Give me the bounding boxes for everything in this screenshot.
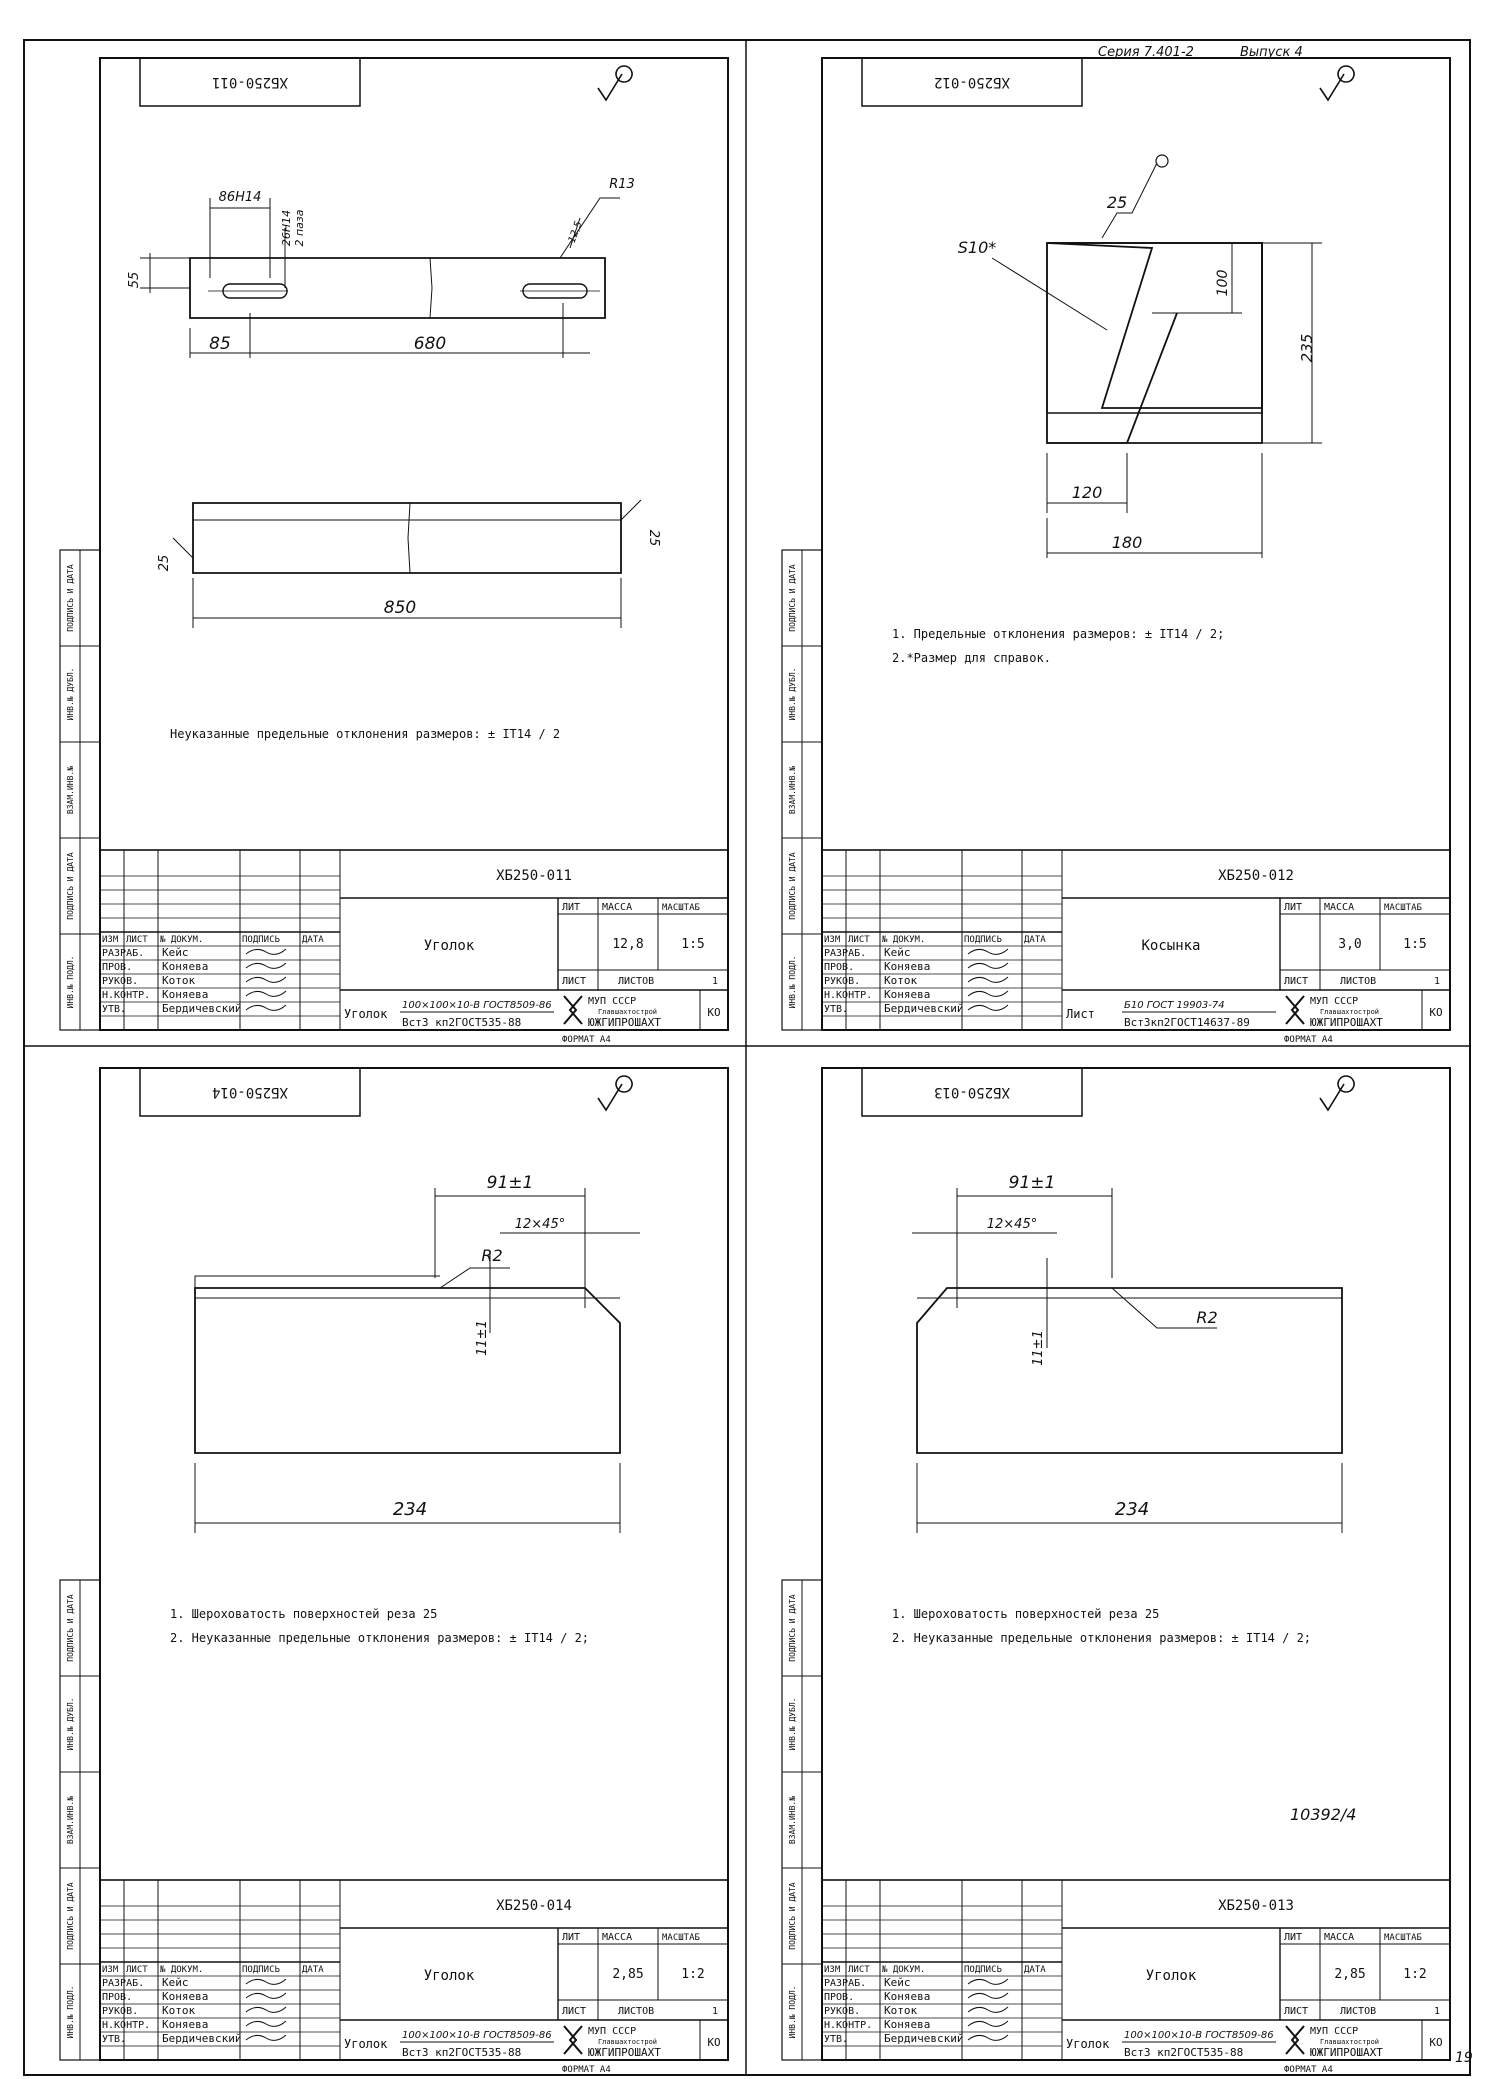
dimension-label: 120	[1071, 483, 1103, 502]
part-outline	[917, 1288, 1342, 1453]
tb-material-top: 100×100×10-В ГОСТ8509-86	[1124, 2030, 1274, 2041]
code-mirrored: ХБ250-012	[934, 74, 1010, 90]
format-label: ФОРМАТ А4	[1284, 1035, 1333, 1045]
tb-person: Бердичевский	[162, 1002, 242, 1015]
signature-icon	[968, 2035, 1008, 2040]
tb-role: РУКОВ.	[824, 976, 861, 987]
part-outline	[195, 1288, 620, 1453]
tb-sheet-count: 1	[711, 2006, 718, 2017]
tb-material-prefix: Уголок	[344, 1007, 388, 1021]
dim-line	[1047, 453, 1262, 558]
tb-org1: МУП СССР	[1310, 996, 1359, 1007]
tb-org1: МУП СССР	[1310, 2026, 1359, 2037]
tb-org3: ЮЖГИПРОШАХТ	[1310, 2046, 1383, 2059]
side-label: ИНВ.№ ПОДЛ.	[66, 1985, 75, 2039]
side-label: ИНВ.№ ПОДЛ.	[788, 1985, 797, 2039]
dim-line	[957, 1188, 1112, 1308]
tb-name: Уголок	[423, 938, 475, 954]
tb-date: ДАТА	[302, 935, 324, 945]
tb-org3: ЮЖГИПРОШАХТ	[588, 2046, 661, 2059]
note: 1. Шероховатость поверхностей реза 25	[892, 1607, 1160, 1621]
tb-lit: ЛИТ	[1284, 902, 1303, 913]
extra-mark: 10392/4	[1290, 1805, 1357, 1824]
tb-sheet: ЛИСТ	[562, 976, 587, 987]
signature-icon	[246, 963, 286, 968]
signature-icon	[246, 949, 286, 954]
dim-line	[210, 198, 270, 278]
tb-name: Уголок	[1145, 1968, 1197, 1984]
tb-role: ПРОВ.	[824, 1992, 855, 2003]
tb-material-bottom: Вст3 кп2ГОСТ535-88	[402, 1016, 522, 1029]
dimension-label: 25	[157, 554, 172, 572]
tb-person: Бердичевский	[162, 2032, 242, 2045]
dimension-label: 11±1	[1031, 1330, 1046, 1366]
leader	[992, 258, 1107, 330]
dim-line	[140, 253, 190, 293]
dim-line	[500, 1233, 640, 1248]
side-label: ИНВ.№ ДУБЛ.	[66, 667, 75, 721]
tb-role: РАЗРАБ.	[824, 1978, 867, 1989]
dimension-label: R2	[481, 1246, 503, 1265]
tb-lit: ЛИТ	[562, 1932, 581, 1943]
tb-sheet: ЛИСТ	[1284, 2006, 1309, 2017]
part-outline	[1047, 243, 1262, 408]
roughness-icon	[1320, 1076, 1354, 1110]
tb-mass-hdr: МАССА	[602, 1932, 633, 1943]
side-label: ПОДПИСЬ И ДАТА	[66, 564, 75, 632]
dimension-label: 235	[1298, 333, 1316, 363]
dimension-label: 850	[383, 598, 417, 618]
signature-icon	[968, 1005, 1008, 1010]
tb-sign: ПОДПИСЬ	[242, 1965, 280, 1975]
tb-scale: 1:2	[1403, 1967, 1427, 1982]
tb-role: УТВ.	[824, 1004, 849, 1015]
dimension-label: 25	[646, 529, 661, 547]
dimension-label: 85	[209, 334, 231, 354]
tb-org1: МУП СССР	[588, 996, 637, 1007]
tb-person: Коняева	[162, 988, 209, 1001]
signature-icon	[246, 2007, 286, 2012]
tb-date: ДАТА	[1024, 1965, 1046, 1975]
issue-label: Выпуск 4	[1240, 45, 1303, 60]
tb-izm: ИЗМ	[102, 935, 119, 945]
side-label: ИНВ.№ ПОДЛ.	[788, 955, 797, 1009]
tb-role: РАЗРАБ.	[102, 1978, 145, 1989]
dimension-label: 25	[1106, 193, 1128, 212]
side-label: ПОДПИСЬ И ДАТА	[788, 1882, 797, 1950]
sheet-3	[782, 1068, 1450, 2075]
tb-name: Уголок	[423, 1968, 475, 1984]
tb-sheet-count: 1	[1433, 2006, 1440, 2017]
tb-sheet: ЛИСТ	[562, 2006, 587, 2017]
code-mirrored: ХБ250-011	[212, 74, 288, 90]
tb-material-bottom: Вст3кп2ГОСТ14637-89	[1124, 1016, 1250, 1029]
tb-sheets: ЛИСТОВ	[1340, 2006, 1377, 2017]
tb-ko: КО	[1429, 2036, 1443, 2049]
tb-org2: Главшахтострой	[1320, 1008, 1380, 1016]
side-label: ВЗАМ.ИНВ.№	[66, 765, 75, 815]
roughness-icon	[598, 1076, 632, 1110]
reference-circle	[1156, 155, 1168, 167]
tb-person: Коняева	[162, 2018, 209, 2031]
outer-frame	[24, 40, 1470, 2075]
tb-sheets: ЛИСТОВ	[1340, 976, 1377, 987]
tb-scale-hdr: МАСШТАБ	[1384, 1933, 1422, 1943]
org-logo-icon	[1286, 2026, 1304, 2054]
tb-doc: № ДОКУМ.	[160, 1965, 204, 1975]
dim-line	[195, 1463, 620, 1533]
tb-izm: ИЗМ	[102, 1965, 119, 1975]
tb-org1: МУП СССР	[588, 2026, 637, 2037]
dimension-label: 180	[1111, 533, 1143, 552]
tb-material-top: 100×100×10-В ГОСТ8509-86	[402, 1000, 552, 1011]
tb-material-prefix: Лист	[1066, 1007, 1095, 1021]
org-logo-icon	[564, 996, 582, 1024]
tb-person: Коток	[162, 974, 196, 987]
signature-icon	[246, 977, 286, 982]
org-logo-icon	[564, 2026, 582, 2054]
tb-person: Коняева	[884, 988, 931, 1001]
tb-ko: КО	[707, 2036, 721, 2049]
signature-icon	[968, 949, 1008, 954]
signature-icon	[246, 991, 286, 996]
tb-material-prefix: Уголок	[1066, 2037, 1110, 2051]
tb-sheets: ЛИСТОВ	[618, 2006, 655, 2017]
tb-role: УТВ.	[102, 2034, 127, 2045]
part-outline	[1127, 313, 1177, 443]
part-outline	[408, 503, 410, 573]
leader	[560, 198, 620, 258]
tb-role: РУКОВ.	[102, 976, 139, 987]
tb-code: ХБ250-013	[1218, 1898, 1294, 1914]
tb-list: ЛИСТ	[126, 935, 148, 945]
part-outline	[195, 1276, 440, 1288]
dim-line	[190, 303, 590, 358]
tb-sign: ПОДПИСЬ	[964, 1965, 1002, 1975]
note: Неуказанные предельные отклонения размеров: ± IT14 / 2	[170, 727, 561, 741]
tb-role: Н.КОНТР.	[102, 2020, 151, 2031]
sheet-frame	[100, 1068, 728, 2060]
note: 2. Неуказанные предельные отклонения размеров: ± IT14 / 2;	[170, 1631, 590, 1645]
tb-material-top: Б10 ГОСТ 19903-74	[1124, 1000, 1225, 1011]
signature-icon	[968, 991, 1008, 996]
tb-org3: ЮЖГИПРОШАХТ	[588, 1016, 661, 1029]
dimension-label: 12×45°	[514, 1217, 566, 1232]
tb-org2: Главшахтострой	[1320, 2038, 1380, 2046]
dimension-label: 680	[413, 334, 447, 354]
tb-scale-hdr: МАСШТАБ	[662, 1933, 700, 1943]
part-outline	[190, 258, 605, 318]
tb-person: Бердичевский	[884, 1002, 964, 1015]
format-label: ФОРМАТ А4	[562, 2065, 611, 2075]
dim-line	[912, 1233, 1057, 1248]
signature-icon	[968, 977, 1008, 982]
side-label: ПОДПИСЬ И ДАТА	[788, 564, 797, 632]
tb-ko: КО	[707, 1006, 721, 1019]
sheet-frame	[822, 1068, 1450, 2060]
leader	[173, 500, 641, 558]
tb-scale: 1:2	[681, 1967, 705, 1982]
tb-name: Косынка	[1141, 938, 1201, 954]
tb-code: ХБ250-012	[1218, 868, 1294, 884]
dimension-label: 55	[127, 271, 142, 289]
sheet-1	[782, 58, 1450, 1045]
dimension-label: 234	[1114, 1499, 1150, 1520]
tb-role: УТВ.	[102, 1004, 127, 1015]
side-label: ВЗАМ.ИНВ.№	[788, 765, 797, 815]
tb-material-bottom: Вст3 кп2ГОСТ535-88	[402, 2046, 522, 2059]
signature-icon	[968, 1979, 1008, 1984]
part-outline	[1047, 243, 1262, 413]
tb-role: РАЗРАБ.	[824, 948, 867, 959]
tb-person: Кейс	[162, 1976, 189, 1989]
tb-person: Коток	[884, 974, 918, 987]
tb-scale: 1:5	[1403, 937, 1427, 952]
tb-doc: № ДОКУМ.	[882, 935, 926, 945]
tb-doc: № ДОКУМ.	[160, 935, 204, 945]
tb-material-prefix: Уголок	[344, 2037, 388, 2051]
tb-material-top: 100×100×10-В ГОСТ8509-86	[402, 2030, 552, 2041]
side-label: ПОДПИСЬ И ДАТА	[66, 1882, 75, 1950]
tb-sign: ПОДПИСЬ	[242, 935, 280, 945]
tb-org2: Главшахтострой	[598, 1008, 658, 1016]
tb-sign: ПОДПИСЬ	[964, 935, 1002, 945]
dimension-label: R13	[609, 177, 635, 192]
tb-org2: Главшахтострой	[598, 2038, 658, 2046]
sheet-0	[60, 58, 728, 1045]
signature-icon	[968, 963, 1008, 968]
tb-list: ЛИСТ	[126, 1965, 148, 1975]
dimension-label: 2 паза	[293, 209, 306, 247]
tb-doc: № ДОКУМ.	[882, 1965, 926, 1975]
signature-icon	[246, 1979, 286, 1984]
tb-person: Коняева	[162, 960, 209, 973]
signature-icon	[968, 2021, 1008, 2026]
side-label: ПОДПИСЬ И ДАТА	[788, 1594, 797, 1662]
tb-lit: ЛИТ	[562, 902, 581, 913]
dim-line	[917, 1463, 1342, 1533]
tb-izm: ИЗМ	[824, 935, 841, 945]
tb-mass-hdr: МАССА	[1324, 902, 1355, 913]
tb-sheet-count: 1	[1433, 976, 1440, 987]
signature-icon	[246, 2021, 286, 2026]
tb-person: Бердичевский	[884, 2032, 964, 2045]
side-label: ПОДПИСЬ И ДАТА	[66, 1594, 75, 1662]
tb-izm: ИЗМ	[824, 1965, 841, 1975]
signature-icon	[968, 1993, 1008, 1998]
tb-mass-hdr: МАССА	[1324, 1932, 1355, 1943]
org-logo-icon	[1286, 996, 1304, 1024]
side-label: ПОДПИСЬ И ДАТА	[66, 852, 75, 920]
tb-role: ПРОВ.	[102, 962, 133, 973]
tb-person: Коняева	[884, 2018, 931, 2031]
tb-person: Кейс	[162, 946, 189, 959]
code-mirrored: ХБ250-013	[934, 1084, 1010, 1100]
side-label: ИНВ.№ ДУБЛ.	[788, 667, 797, 721]
tb-scale-hdr: МАСШТАБ	[662, 903, 700, 913]
dimension-label: 12×45°	[986, 1217, 1038, 1232]
tb-person: Коняева	[162, 1990, 209, 2003]
tb-role: Н.КОНТР.	[102, 990, 151, 1001]
note: 2. Неуказанные предельные отклонения размеров: ± IT14 / 2;	[892, 1631, 1312, 1645]
tb-person: Коняева	[884, 1990, 931, 2003]
signature-icon	[246, 1005, 286, 1010]
leader	[440, 1268, 510, 1288]
tb-code: ХБ250-014	[496, 1898, 572, 1914]
sheet-2	[60, 1068, 728, 2075]
tb-mass: 2,85	[612, 1967, 644, 1982]
signature-icon	[246, 2035, 286, 2040]
side-label: ВЗАМ.ИНВ.№	[788, 1795, 797, 1845]
side-label: ИНВ.№ ПОДЛ.	[66, 955, 75, 1009]
roughness-icon	[598, 66, 632, 100]
side-label: ИНВ.№ ДУБЛ.	[66, 1697, 75, 1751]
tb-role: РАЗРАБ.	[102, 948, 145, 959]
tb-sheet-count: 1	[711, 976, 718, 987]
series-label: Серия 7.401-2	[1098, 45, 1194, 60]
tb-person: Коняева	[884, 960, 931, 973]
tb-role: Н.КОНТР.	[824, 990, 873, 1001]
tb-scale: 1:5	[681, 937, 705, 952]
dimension-label: 12,5	[566, 219, 585, 245]
dim-line	[435, 1188, 585, 1308]
tb-mass-hdr: МАССА	[602, 902, 633, 913]
tb-list: ЛИСТ	[848, 935, 870, 945]
dimension-label: 100	[1215, 269, 1231, 297]
dimension-label: 234	[392, 1499, 428, 1520]
note: 1. Шероховатость поверхностей реза 25	[170, 1607, 438, 1621]
tb-role: ПРОВ.	[102, 1992, 133, 2003]
tb-person: Коток	[162, 2004, 196, 2017]
dimension-label: R2	[1196, 1308, 1218, 1327]
tb-sheet: ЛИСТ	[1284, 976, 1309, 987]
tb-role: РУКОВ.	[102, 2006, 139, 2017]
tb-role: Н.КОНТР.	[824, 2020, 873, 2031]
part-outline	[193, 503, 621, 573]
tb-list: ЛИСТ	[848, 1965, 870, 1975]
dimension-label: 26H14	[280, 209, 293, 247]
dimension-label: 11±1	[475, 1320, 490, 1356]
code-mirrored: ХБ250-014	[212, 1084, 288, 1100]
tb-ko: КО	[1429, 1006, 1443, 1019]
tb-mass: 3,0	[1338, 937, 1362, 952]
tb-date: ДАТА	[1024, 935, 1046, 945]
page-number: 19	[1455, 2050, 1473, 2066]
tb-role: РУКОВ.	[824, 2006, 861, 2017]
side-label: ПОДПИСЬ И ДАТА	[788, 852, 797, 920]
tb-sheets: ЛИСТОВ	[618, 976, 655, 987]
tb-code: ХБ250-011	[496, 868, 572, 884]
tb-person: Кейс	[884, 1976, 911, 1989]
roughness-icon	[1320, 66, 1354, 100]
tb-lit: ЛИТ	[1284, 1932, 1303, 1943]
tb-scale-hdr: МАСШТАБ	[1384, 903, 1422, 913]
dimension-label: 91±1	[1008, 1173, 1056, 1193]
tb-mass: 12,8	[612, 937, 644, 952]
tb-person: Коток	[884, 2004, 918, 2017]
dimension-label: 86H14	[218, 190, 262, 205]
format-label: ФОРМАТ А4	[562, 1035, 611, 1045]
tb-mass: 2,85	[1334, 1967, 1366, 1982]
tb-material-bottom: Вст3 кп2ГОСТ535-88	[1124, 2046, 1244, 2059]
sheet-frame	[100, 58, 728, 1030]
signature-icon	[968, 2007, 1008, 2012]
signature-icon	[246, 1993, 286, 1998]
side-label: ИНВ.№ ДУБЛ.	[788, 1697, 797, 1751]
note: 1. Предельные отклонения размеров: ± IT14 / 2;	[892, 627, 1225, 641]
tb-role: ПРОВ.	[824, 962, 855, 973]
tb-person: Кейс	[884, 946, 911, 959]
tb-date: ДАТА	[302, 1965, 324, 1975]
part-outline	[430, 258, 432, 318]
side-label: ВЗАМ.ИНВ.№	[66, 1795, 75, 1845]
dimension-label: 91±1	[486, 1173, 534, 1193]
dimension-label: S10*	[957, 238, 997, 257]
note: 2.*Размер для справок.	[892, 651, 1051, 665]
tb-org3: ЮЖГИПРОШАХТ	[1310, 1016, 1383, 1029]
tb-role: УТВ.	[824, 2034, 849, 2045]
format-label: ФОРМАТ А4	[1284, 2065, 1333, 2075]
